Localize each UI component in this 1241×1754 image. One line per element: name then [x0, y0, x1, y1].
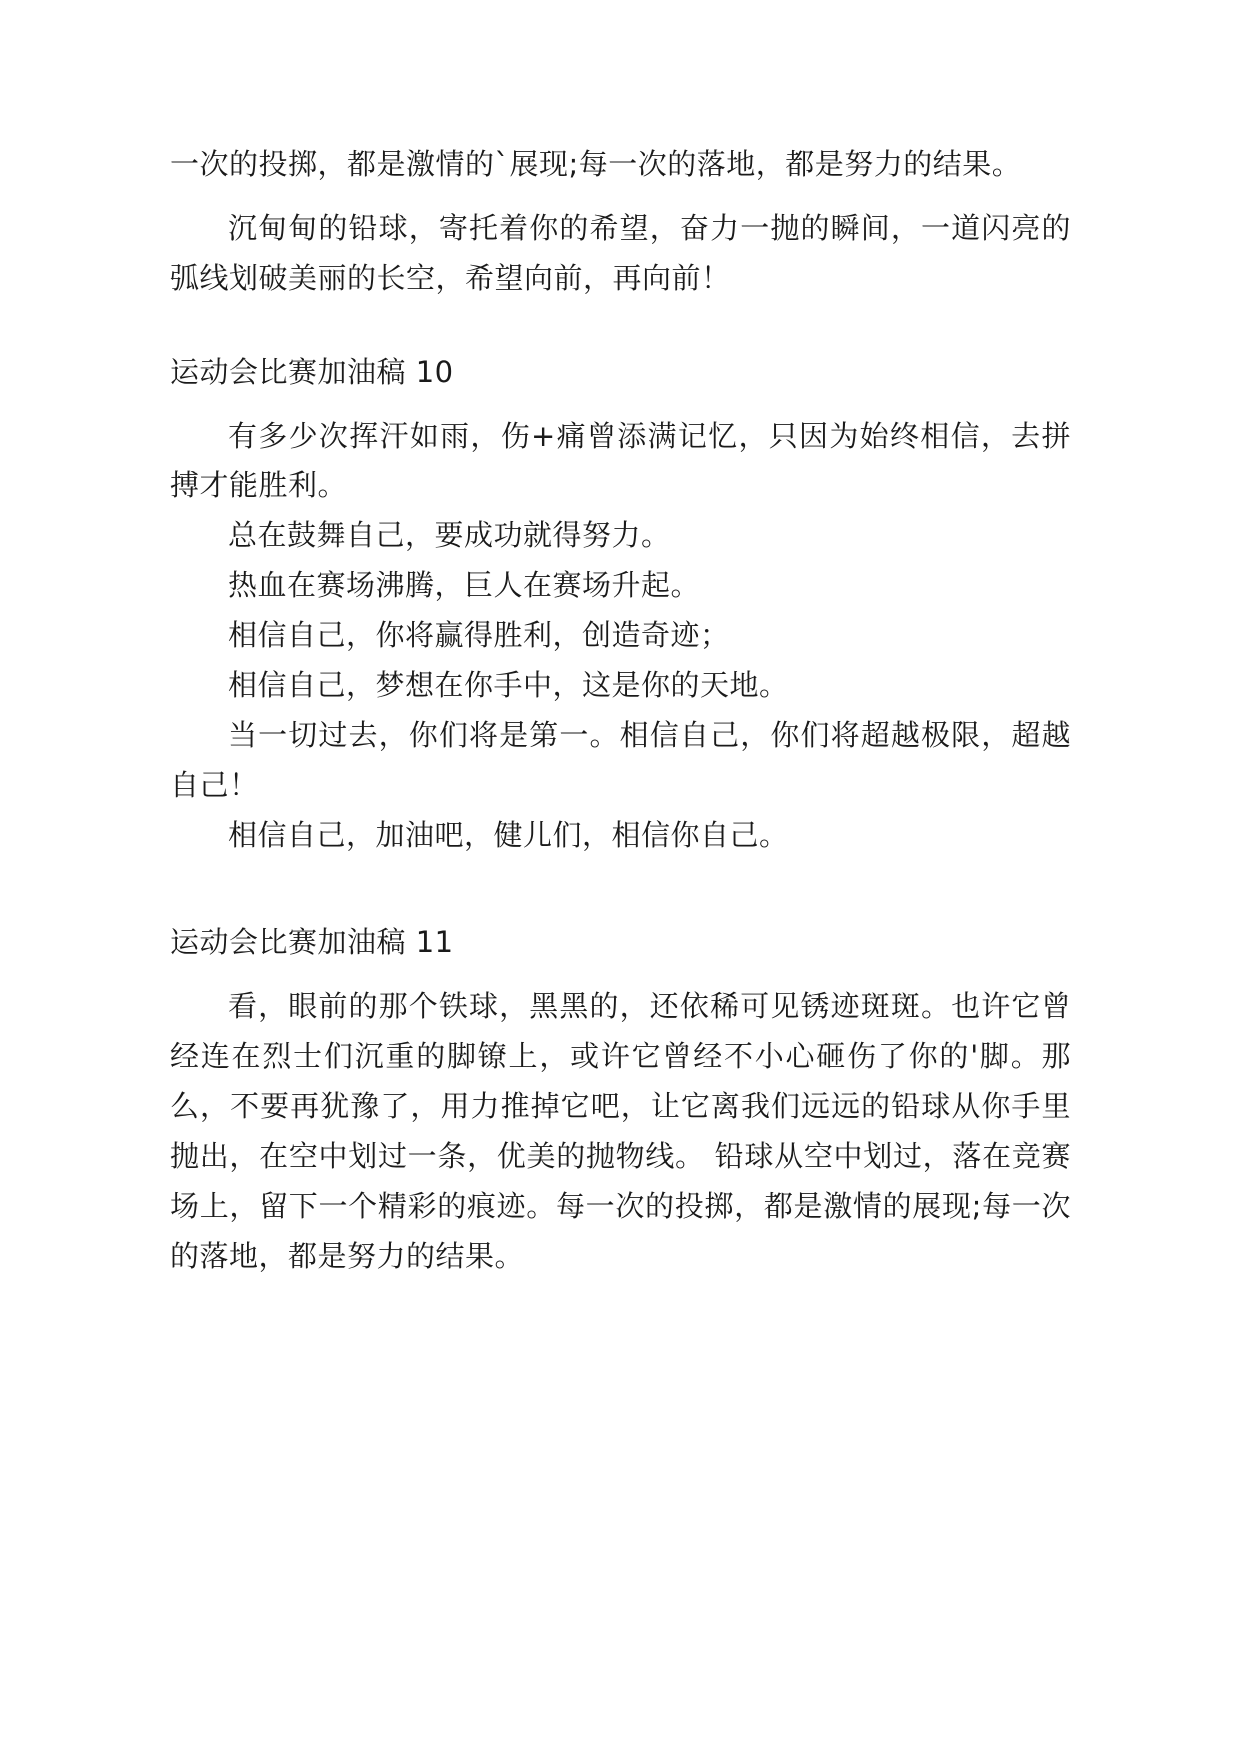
section-heading: 运动会比赛加油稿 11: [170, 925, 454, 960]
paragraph: 总在鼓舞自己，要成功就得努力。: [228, 518, 671, 553]
document-body: [170, 140, 1071, 1282]
paragraph: 有多少次挥汗如雨，伤+痛曾添满记忆，只因为始终相信，去拼搏才能胜利。: [170, 418, 1071, 503]
paragraph: 一次的投掷，都是激情的`展现;每一次的落地，都是努力的结果。: [170, 147, 1022, 181]
spacer: [170, 398, 1071, 412]
section-heading: 运动会比赛加油稿 10: [170, 354, 454, 389]
spacer: [170, 968, 1071, 982]
paragraph: 相信自己，梦想在你手中，这是你的天地。: [228, 667, 789, 702]
paragraph: 热血在赛场沸腾，巨人在赛场升起。: [228, 568, 701, 603]
paragraph: 相信自己，你将赢得胜利，创造奇迹；: [228, 618, 730, 652]
paragraph: 沉甸甸的铅球，寄托着你的希望，奋力一抛的瞬间，一道闪亮的弧线划破美丽的长空，希望向前，再向前！: [170, 210, 1071, 295]
paragraph: 当一切过去，你们将是第一。相信自己，你们将超越极限，超越自己！: [170, 717, 1071, 802]
paragraph: 相信自己，加油吧，健儿们，相信你自己。: [228, 817, 789, 852]
paragraph: 看，眼前的那个铁球，黑黑的，还依稀可见锈迹斑斑。也许它曾经连在烈士们沉重的脚镣上，或许它曾经不小心砸伤了你的'脚。那么，不要再犹豫了，用力推掉它吧，让它离我们远远的铅球从你手里抛出，在空中划过一条，优美的抛物线。 铅球从空中划过，落在竞赛场上，留下一个精彩的痕迹。每一次的投掷，都是激情的展现;每一次的落地，都是努力的结果。: [170, 989, 1071, 1273]
spacer: [170, 304, 1071, 348]
spacer: [170, 860, 1071, 918]
spacer: [170, 190, 1071, 204]
